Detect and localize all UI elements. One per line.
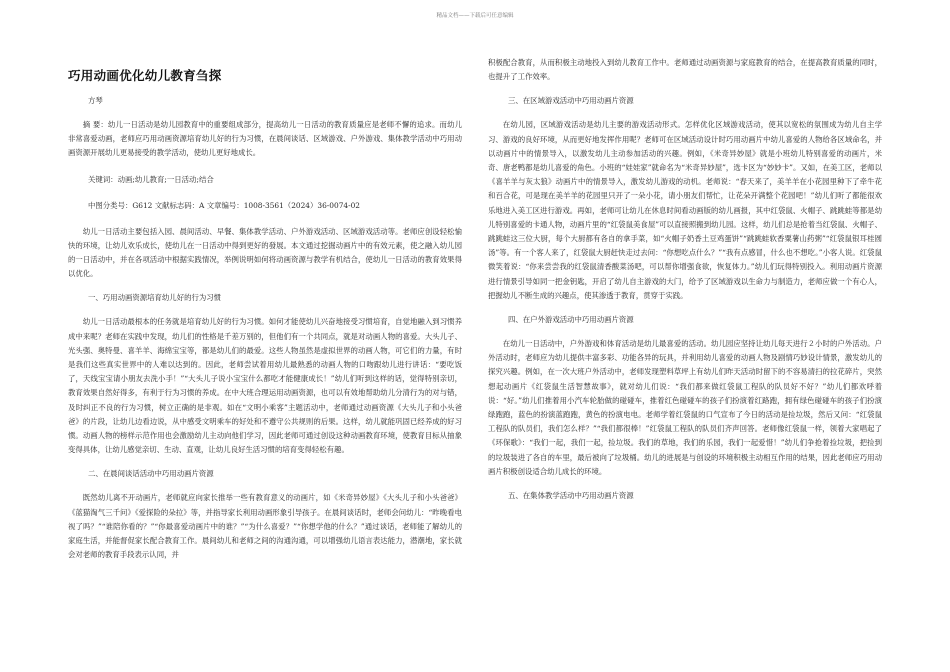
section-2-body: 既然幼儿离不开动画片，老师就应向家长推举一些有教育意义的动画片，如《米奇异妙屋》《大头儿子和小头爸爸》《蓝猫淘气三千问》《爱探险的朵拉》等，并指导家长利用动画形象引导孩子。在晨间谈话时，老师会问幼儿：“昨晚看电视了吗？”“谁陪你看的？”“你最喜爱动画片中的谁？”“为什么喜爱？”“你想学他的什么？”通过谈话，老师能了解幼儿的家庭生活，并能督促家长配合教育工作。晨间幼儿和老师之间的沟通沟通，可以增强幼儿语言表达能力，潜潮地，家长就会对老师的教育手段表示认同，并 xyxy=(68,493,462,560)
intro-paragraph: 幼儿一日活动主要包括入园、晨间活动、早餐、集体教学活动、户外游戏活动、区域游戏活动等。老师应创设轻松愉快的环境，让幼儿欢乐成长，使幼儿在一日活动中得到更好的發展。本文通过挖掘动画片中的有效元素，使之融入幼儿园的一日活动中，并在各项活动中根据实践情况，举例说明如何将动画资源与教学有机结合，使幼儿一日活动的教育效果得以优化。 xyxy=(68,226,462,279)
page-header: 精品文档——下载后可任意编辑 xyxy=(436,13,514,19)
author: 方琴 xyxy=(88,96,103,105)
section-1-title: 一、巧用动画资源培育幼儿好的行为习惯 xyxy=(88,293,222,303)
section-2-continued: 积极配合教育，从而积极主动地投入到幼儿教育工作中。老师通过动画资源与家庭教育的结合，在提高教育质量的同时，也提升了工作效率。 xyxy=(488,58,882,82)
abstract: 摘 要：幼儿一日活动是幼儿园教育中的重要组成部分，提高幼儿一日活动的教育质量应是老师不懈的追求。而幼儿非常喜爱动画，老师应巧用动画资源培育幼儿好的行为习惯，在晨间谈话、区域游戏、户外游戏、集体教学活动中巧用动画资源开展幼儿更易接受的教学活动，使幼儿更好地成长。 xyxy=(68,120,462,158)
section-3-body: 在幼儿园，区域游戏活动是幼儿主要的游戏活动形式。怎样优化区域游戏活动，使其以宽松的氛围成为幼儿自主学习、游戏的良好环境，从而更好地发挥作用呢？老师可在区域活动设计时巧用动画片中幼儿喜爱的人物给各区域命名，并以动画片中的情景导入，以激发幼儿主动参加活动的兴趣。例如，《米奇异妙屋》就是小班幼儿特别喜爱的动画片，米奇、唐老鸭都是幼儿喜爱的角色。小班的“娃娃家”就命名为“米奇异妙屋”，选卡区为“妙妙卡”。又如，在美工区，老师以《喜羊羊与灰太狼》动画片中的情景导入，激发幼儿游戏的动机。老师说：“春天来了，美羊羊在小花园里种下了牵牛花和百合花，可是现在美羊羊的花园里只开了一朵小花，请小朋友们帮忙，让花朵开满整个花园吧！”幼儿们听了都能很欢乐地进入美工区进行游戏。再如，老师可让幼儿在休息时间看动画版的幼儿画报，其中红袋鼠、火帽子、跳跳蛙等都是幼儿特别喜爱的卡通人物，动画片里的“红袋鼠美食屋”可以直接照搬到幼儿园。这样，幼儿们总是抢着当红袋鼠、火帽子、跳跳蛙这三位大厨，每个大厨都有各自的拿手菜，如“火帽子奶香土豆鸡蛋饼”“跳跳蛙软香粟薯山药粥”“红袋鼠银耳桂圆汤”等。有一个客人来了，红袋鼠大厨赶快走过去问：“你想吃点什么？”“我有点感冒，什么也不想吃。”小客人说。红袋鼠微笑着说：“你来尝尝我的红袋鼠清香酸菜汤吧，可以帮你增强食欲，恢复体力。”幼儿们玩得特别投入。利用动画片资源进行情景引导如同一把金钥匙，开启了幼儿自主游戏的大门，给予了区域游戏以生命力与制造力，老师应做一个有心人，把握幼儿不断生成的兴趣点，使其渗透于教育，贯穿于实践。 xyxy=(488,120,882,300)
section-3-title: 三、在区域游戏活动中巧用动画片资源 xyxy=(508,96,634,106)
article-title: 巧用动画优化幼儿教育刍探 xyxy=(68,68,222,83)
keywords: 关键词：动画;幼儿教育;一日活动;结合 xyxy=(88,174,214,184)
classification: 中图分类号：G612 文献标志码：A 文章编号：1008-3561（2024）36-0074-02 xyxy=(88,200,361,210)
section-4-body: 在幼儿一日活动中，户外游戏和体育活动是幼儿最喜爱的活动。幼儿园应坚持让幼儿每天进行２小时的户外活动。户外活动时，老师应为幼儿提供丰富多彩、功能各异的玩具，并利用幼儿喜爱的动画人物及剧情巧妙设计情景，激发幼儿的探究兴趣。例如，在一次大班户外活动中，老师发现塑料草坪上有幼儿们昨天活动时留下的不容易清扫的拉花碎片，突然想起动画片《红袋鼠生活智慧故事》，就对幼儿们说：“我们都来做红袋鼠工程队的队员好不好？”幼儿们都欢呼着说：“好。”幼儿们推着用小汽车轮胎做的碰碰车，推着红色碰碰车的孩子们扮演着红路跑，拥有绿色碰碰车的孩子们扮演绿跑跑，蓝色的扮演蓝跑跑，黄色的扮演电电。老师学着红袋鼠的口气宣布了今日的活动是捡垃圾，然后又问：“红袋鼠工程队的队员们，我们怎么样？”“我们都很棒！”红袋鼠工程队的队员们齐声回答。老师像红袋鼠一样，领着大家唱起了《环保歌》：“我们一起，我们一起，捡垃圾。我们的草地，我们的乐园，我们一起爱惜！”幼儿们争抢着捡垃圾，把捡到的垃圾装进了各自的车里，最后被向了垃圾桶。幼儿的进展是与创设的环境积极主动相互作用的结果，因此老师应巧用动画片积极创设适合幼儿成长的环境。 xyxy=(488,339,882,476)
section-1-body: 幼儿一日活动最根本的任务就是培育幼儿好的行为习惯。如何才能使幼儿兴奋地接受习惯培育，自觉地融入到习惯养成中来呢？老师在实践中发现，幼儿们的性格是千差万别的，但他们有一个共同点，就是对动画人物的喜爱。大头儿子、光头强、奥特曼、喜羊羊、海绵宝宝等，都是幼儿们的最爱。这些人物虽然是虚拟世界的动画人物，可它们的力量，有时是我们这些真实世界中的人难以达到的。因此，老师尝试着用幼儿最熟悉的动画人物的口吻跟幼儿进行讲话：“要吃饭了，天线宝宝请小朋友去洗小手！”“大头儿子说小宝宝什么都吃才能健康成长！”幼儿们听到这样的话，觉得特别亲切，教育效果自然好得多，有利于行为习惯的养成。在中大班合理运用动画资源，也可以有效地帮助幼儿分清行为的对与错，及时纠正不良的行为习惯，树立正确的是非观。如在“文明小乘客”主题活动中，老师通过动画资源《大头儿子和小头爸爸》的片段，让幼儿边看边说，从中感受文明乘车的好处和不遵守公共规则的后果。这样，幼儿就能巩固已经养成的好习惯。动画人物的榜样示范作用也会激励幼儿主动向他们学习，因此老师可通过创设这种动画教育环境，使教育目标从抽象变得具体，让幼儿感觉亲切、生动、直观，让幼儿良好生活习惯的培育变得轻松有趣。 xyxy=(68,317,462,455)
section-2-title: 二、在晨间谈话活动中巧用动画片资源 xyxy=(88,469,214,479)
left-column xyxy=(68,56,462,562)
section-4-title: 四、在户外游戏活动中巧用动画片资源 xyxy=(508,315,634,325)
section-5-title: 五、在集体教学活动中巧用动画片资源 xyxy=(508,491,634,501)
right-column xyxy=(488,56,882,513)
